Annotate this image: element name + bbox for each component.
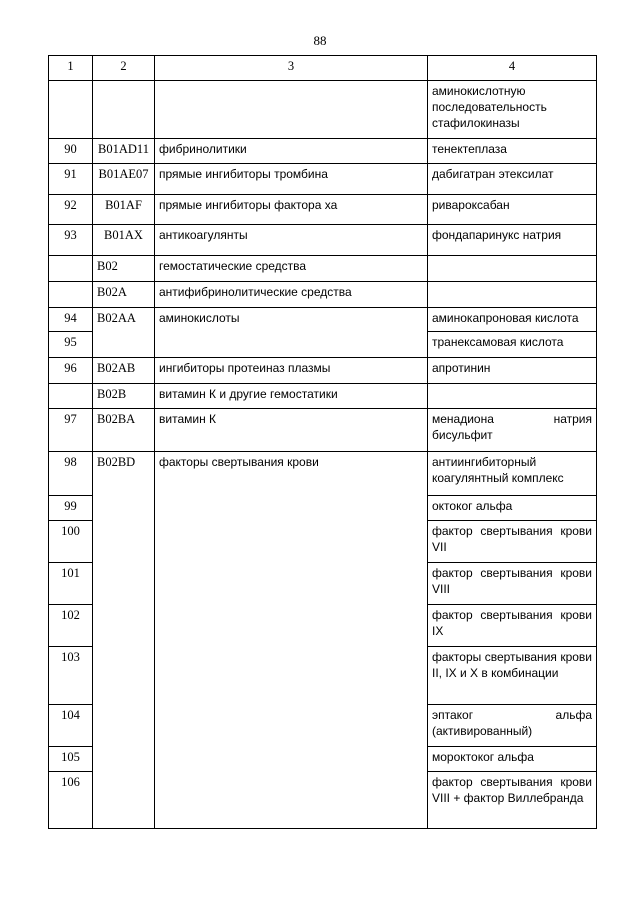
group-name — [155, 81, 428, 139]
table-header-row — [49, 56, 597, 81]
row-number: 106 — [49, 772, 93, 829]
atc-code: B02BA — [93, 409, 155, 452]
row-number: 94 — [49, 308, 93, 332]
drug-name: факторы свертывания крови II, IX и X в комбинации — [428, 647, 597, 705]
group-name: прямые ингибиторы фактора ха — [155, 195, 428, 225]
row-number: 95 — [49, 332, 93, 358]
group-name: факторы свертывания крови — [155, 452, 428, 829]
header-col-2: 2 — [93, 56, 155, 81]
atc-code: B02B — [93, 384, 155, 409]
header-col-1: 1 — [49, 56, 93, 81]
header-col-4: 4 — [428, 56, 597, 81]
drug-name: транексамовая кислота — [428, 332, 597, 358]
group-name: витамин К и другие гемостатики — [155, 384, 428, 409]
drug-name: фактор свертывания крови IX — [428, 605, 597, 647]
row-number: 90 — [49, 139, 93, 164]
group-name: витамин К — [155, 409, 428, 452]
header-col-3: 3 — [155, 56, 428, 81]
group-name: аминокислоты — [155, 308, 428, 358]
drug-name — [428, 282, 597, 308]
atc-code: B01AD11 — [93, 139, 155, 164]
row-number: 91 — [49, 164, 93, 195]
atc-code: B02AA — [93, 308, 155, 358]
drug-name: антиингибиторный коагулянтный комплекс — [428, 452, 597, 496]
drug-name: октоког альфа — [428, 496, 597, 521]
atc-code: B01AX — [93, 225, 155, 256]
drug-name — [428, 384, 597, 409]
table-row — [49, 384, 597, 409]
atc-code: B02 — [93, 256, 155, 282]
row-number — [49, 81, 93, 139]
row-number: 97 — [49, 409, 93, 452]
row-number: 93 — [49, 225, 93, 256]
row-number: 96 — [49, 358, 93, 384]
drug-name: ривароксабан — [428, 195, 597, 225]
drug-name: фактор свертывания крови VIII — [428, 563, 597, 605]
group-name: гемостатические средства — [155, 256, 428, 282]
drug-name: эптаког альфа (активированный) — [428, 705, 597, 747]
page-number: 88 — [313, 33, 327, 48]
table-row — [49, 308, 597, 332]
row-number — [49, 384, 93, 409]
atc-code: B01AE07 — [93, 164, 155, 195]
table-row — [49, 225, 597, 256]
row-number: 104 — [49, 705, 93, 747]
group-name: ингибиторы протеиназ плазмы — [155, 358, 428, 384]
drug-name: тенектеплаза — [428, 139, 597, 164]
group-name: прямые ингибиторы тромбина — [155, 164, 428, 195]
table-row — [49, 256, 597, 282]
drug-name: фондапаринукс натрия — [428, 225, 597, 256]
table-row — [49, 358, 597, 384]
drug-name: мороктоког альфа — [428, 747, 597, 772]
table-row — [49, 164, 597, 195]
atc-code: B01AF — [93, 195, 155, 225]
drug-name: аминокапроновая кислота — [428, 308, 597, 332]
drug-name: фактор свертывания крови VIII + фактор Виллебранда — [428, 772, 597, 829]
row-number: 105 — [49, 747, 93, 772]
row-number: 100 — [49, 521, 93, 563]
row-number: 99 — [49, 496, 93, 521]
atc-code: B02A — [93, 282, 155, 308]
drug-name — [428, 256, 597, 282]
table-row — [49, 195, 597, 225]
row-number: 102 — [49, 605, 93, 647]
row-number: 92 — [49, 195, 93, 225]
table-row — [49, 409, 597, 452]
row-number — [49, 256, 93, 282]
group-name: фибринолитики — [155, 139, 428, 164]
table-row — [49, 139, 597, 164]
drug-name: менадиона натрия бисульфит — [428, 409, 597, 452]
table-row — [49, 452, 597, 496]
atc-code: B02BD — [93, 452, 155, 829]
drug-name: аминокислотную последовательность стафилокиназы — [428, 81, 597, 139]
table-row — [49, 282, 597, 308]
atc-code: B02AB — [93, 358, 155, 384]
table-row — [49, 81, 597, 139]
drug-table — [48, 55, 597, 829]
row-number — [49, 282, 93, 308]
atc-code — [93, 81, 155, 139]
group-name: антифибринолитические средства — [155, 282, 428, 308]
group-name: антикоагулянты — [155, 225, 428, 256]
drug-name: дабигатран этексилат — [428, 164, 597, 195]
drug-name: фактор свертывания крови VII — [428, 521, 597, 563]
row-number: 101 — [49, 563, 93, 605]
row-number: 103 — [49, 647, 93, 705]
row-number: 98 — [49, 452, 93, 496]
drug-name: апротинин — [428, 358, 597, 384]
